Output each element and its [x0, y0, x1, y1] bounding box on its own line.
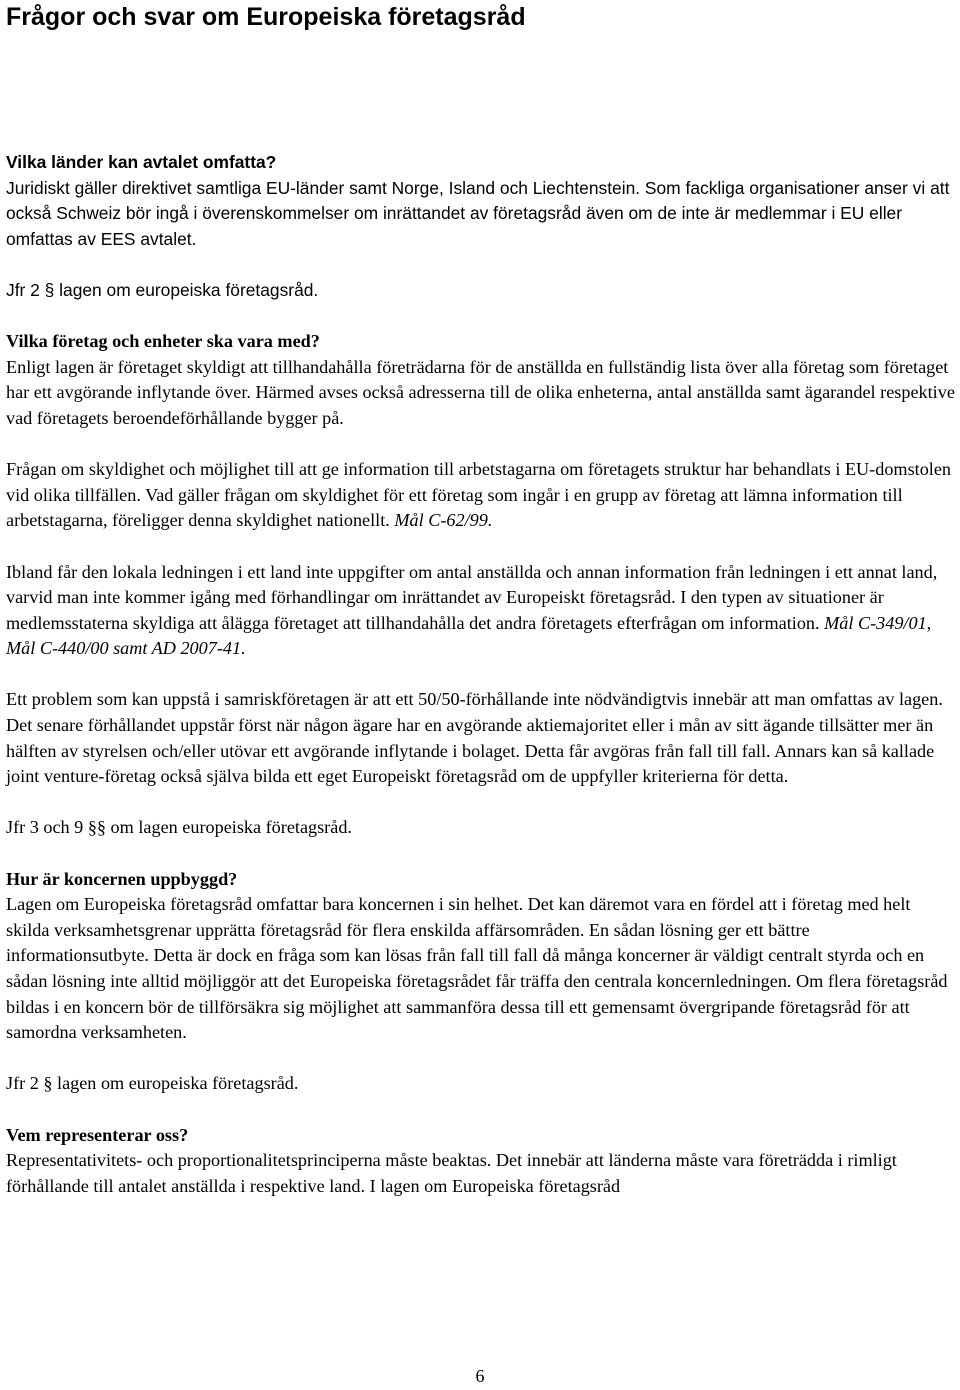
section-representation-text: [6, 1123, 956, 1200]
paragraph: Ett problem som kan uppstå i samriskföretagen är att ett 50/50-förhållande inte nödvändigtvis innebär att man omfattas av lagen. Det senare förhållandet uppstår först när någon ägare har en avgörande aktiemajoritet eller i mån av sitt ägande tillsätter mer än hälften av styrelsen och/eller utövar ett avgörande inflytande i bolaget. Detta får avgöras från fall till fall. Annars kan så kallade joint venture-företag också själva bilda ett eget Europeiskt företagsråd om de uppfyller kriterierna för detta.: [6, 689, 943, 787]
paragraph: Juridiskt gäller direktivet samtliga EU-länder samt Norge, Island och Liechtenstein. Som fackliga organisationer anser vi att också Schweiz bör ingå i överenskommelser om inrättandet av företagsråd även om de inte är medlemmar i EU eller omfattas av EES avtalet.: [6, 177, 950, 249]
section-group-text: [6, 867, 956, 1046]
section-heading: Vilka länder kan avtalet omfatta?: [6, 152, 277, 172]
paragraph: [6, 560, 956, 662]
paragraph: [6, 457, 956, 534]
paragraph: Lagen om Europeiska företagsråd omfattar bara koncernen i sin helhet. Det kan däremot vara en fördel att i företag med helt skilda verksamhetsgrenar upprätta företagsråd för flera enskilda affärsområden. En sådan lösning ger ett bättre informationsutbyte. Detta är dock en fråga som kan lösas från fall till fall då många koncerner är väldigt centralt styrda och en sådan lösning inte alltid möjliggör att det Europeiska företagsrådet får träffa den centrala koncernledningen. Om flera företagsråd bildas i en koncern bör de tillförsäkra sig möjlighet att sammanföra dessa till ett gemensamt övergripande företagsråd för att samordna verksamheten.: [6, 894, 948, 1043]
paragraph: Representativitets- och proportionalitetsprinciperna måste beaktas. Det innebär att länderna måste vara företrädda i rimligt förhållande till antalet anställda i respektive land. I lagen om Europeiska företagsråd: [6, 1150, 897, 1196]
section-heading: Vilka företag och enheter ska vara med?: [6, 331, 320, 352]
law-reference: Jfr 2 § lagen om europeiska företagsråd.: [6, 279, 319, 300]
section-group-structure: [6, 867, 956, 1097]
section-companies: [6, 329, 956, 841]
case-reference: Mål C-349/01, Mål C-440/00 samt AD 2007-41.: [6, 612, 932, 659]
page-title: Frågor och svar om Europeiska företagsråd: [6, 3, 526, 31]
document-body: [6, 150, 956, 1199]
law-reference: Jfr 2 § lagen om europeiska företagsråd.: [6, 1073, 299, 1094]
paragraph-text: Frågan om skyldighet och möjlighet till att ge information till arbetstagarna om företagets struktur har behandlats i EU-domstolen vid olika tillfällen. Vad gäller frågan om skyldighet för ett företag som ingår i en grupp av företag att lämna information till arbetstagarna, föreligger denna skyldighet nationellt.: [6, 459, 952, 531]
section-companies-text: [6, 329, 956, 431]
section-heading: Vem representerar oss?: [6, 1124, 189, 1145]
section-countries-text: [6, 150, 956, 252]
section-representation: [6, 1123, 956, 1200]
law-reference: Jfr 3 och 9 §§ om lagen europeiska företagsråd.: [6, 817, 352, 838]
paragraph: Enligt lagen är företaget skyldigt att tillhandahålla företrädarna för de anställda en fullständig lista över alla företag som företaget har ett avgörande inflytande över. Härmed avses också adresserna till de olika enheterna, antal anställda samt ägarandel respektive vad företagets beroendeförhållande bygger på.: [6, 356, 955, 428]
section-heading: Hur är koncernen uppbyggd?: [6, 868, 238, 889]
case-reference: Mål C-62/99.: [394, 510, 493, 531]
page-number: 6: [475, 1366, 485, 1386]
section-countries: [6, 150, 956, 304]
paragraph-text: Ibland får den lokala ledningen i ett land inte uppgifter om antal anställda och annan information från ledningen i ett annat land, varvid man inte kommer igång med förhandlingar om inrättandet av Europeiskt företagsråd. I den typen av situationer är medlemsstaterna skyldiga att ålägga företaget att tillhandahålla det andra företagets efterfrågan om information.: [6, 561, 938, 633]
